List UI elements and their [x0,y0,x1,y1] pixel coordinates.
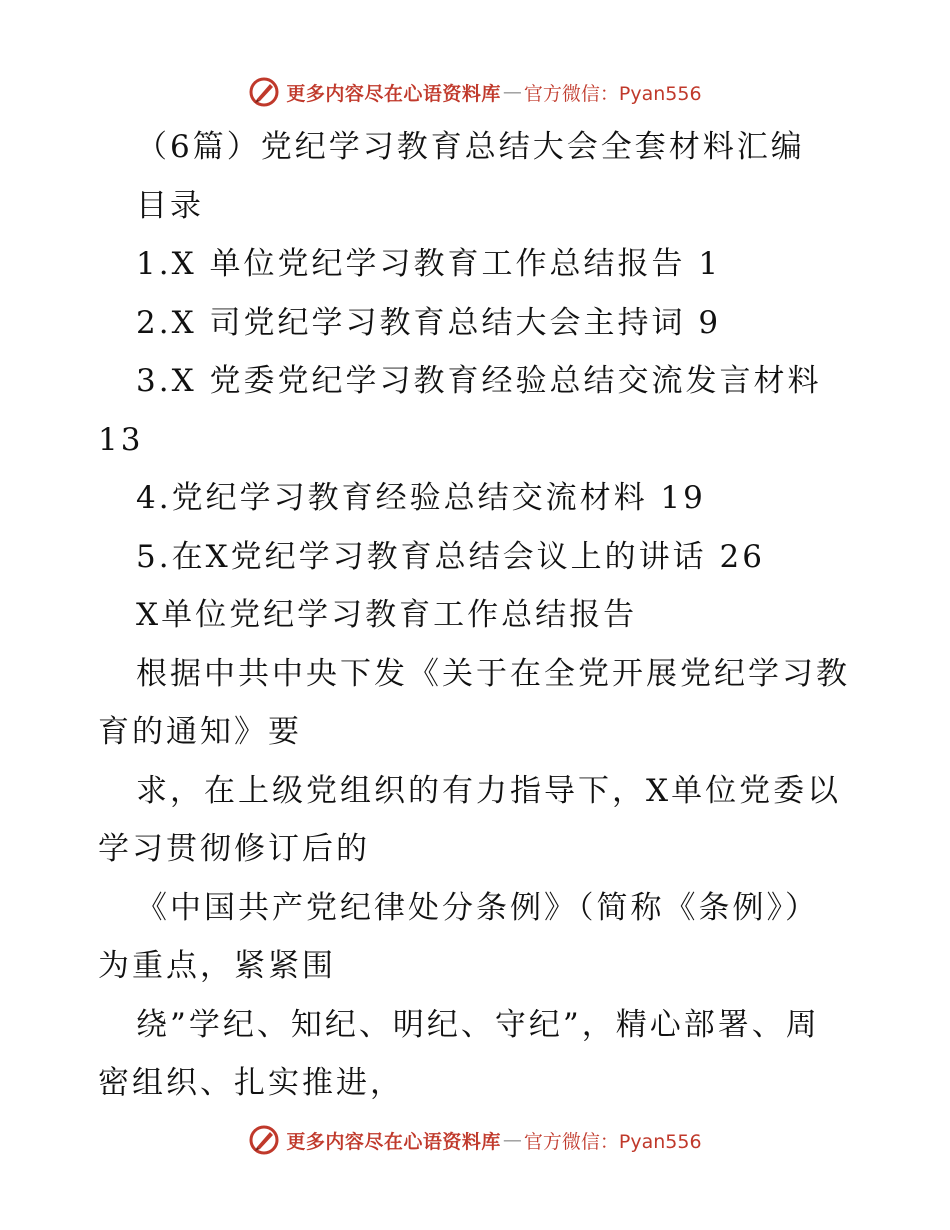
pen-logo-icon [248,76,280,108]
body-line: 密组织、扎实推进， [98,1065,404,1101]
banner-separator: — [502,1129,522,1151]
body-line: 根据中共中央下发《关于在全党开展党纪学习教 [136,655,850,692]
toc-heading: 目录 [136,187,204,224]
body-line: 《中国共产党纪律处分条例》（简称《条例》） [136,889,819,926]
toc-item-continuation: 13 [98,421,144,458]
section-heading: X单位党纪学习教育工作总结报告 [136,597,638,633]
toc-item: 4.党纪学习教育经验总结交流材料 19 [136,480,706,516]
banner-text: 更多内容尽在心语资料库 [286,1130,501,1153]
toc-item: 2.X 司党纪学习教育总结大会主持词 9 [136,304,722,341]
document-body [98,118,858,1113]
toc-item: 1.X 单位党纪学习教育工作总结报告 1 [136,246,722,282]
banner-wechat: 官方微信：Pyan556 [523,1130,702,1153]
banner-wechat: 官方微信：Pyan556 [523,82,702,105]
toc-item: 3.X 党委党纪学习教育经验总结交流发言材料 [136,363,822,399]
footer-banner [0,1120,950,1160]
body-line: 育的通知》要 [98,714,302,750]
banner-text: 更多内容尽在心语资料库 [286,82,501,105]
document-title: （6篇）党纪学习教育总结大会全套材料汇编 [136,129,805,165]
body-line: 学习贯彻修订后的 [98,831,370,867]
body-line: 绕”学纪、知纪、明纪、守纪”，精心部署、周 [136,1006,820,1043]
pen-logo-icon [248,1124,280,1156]
toc-item: 5.在X党纪学习教育总结会议上的讲话 26 [136,538,765,575]
body-line: 为重点，紧紧围 [98,948,336,984]
body-line: 求，在上级党组织的有力指导下，X单位党委以 [136,772,842,809]
banner-separator: — [502,81,522,103]
header-banner [0,72,950,112]
